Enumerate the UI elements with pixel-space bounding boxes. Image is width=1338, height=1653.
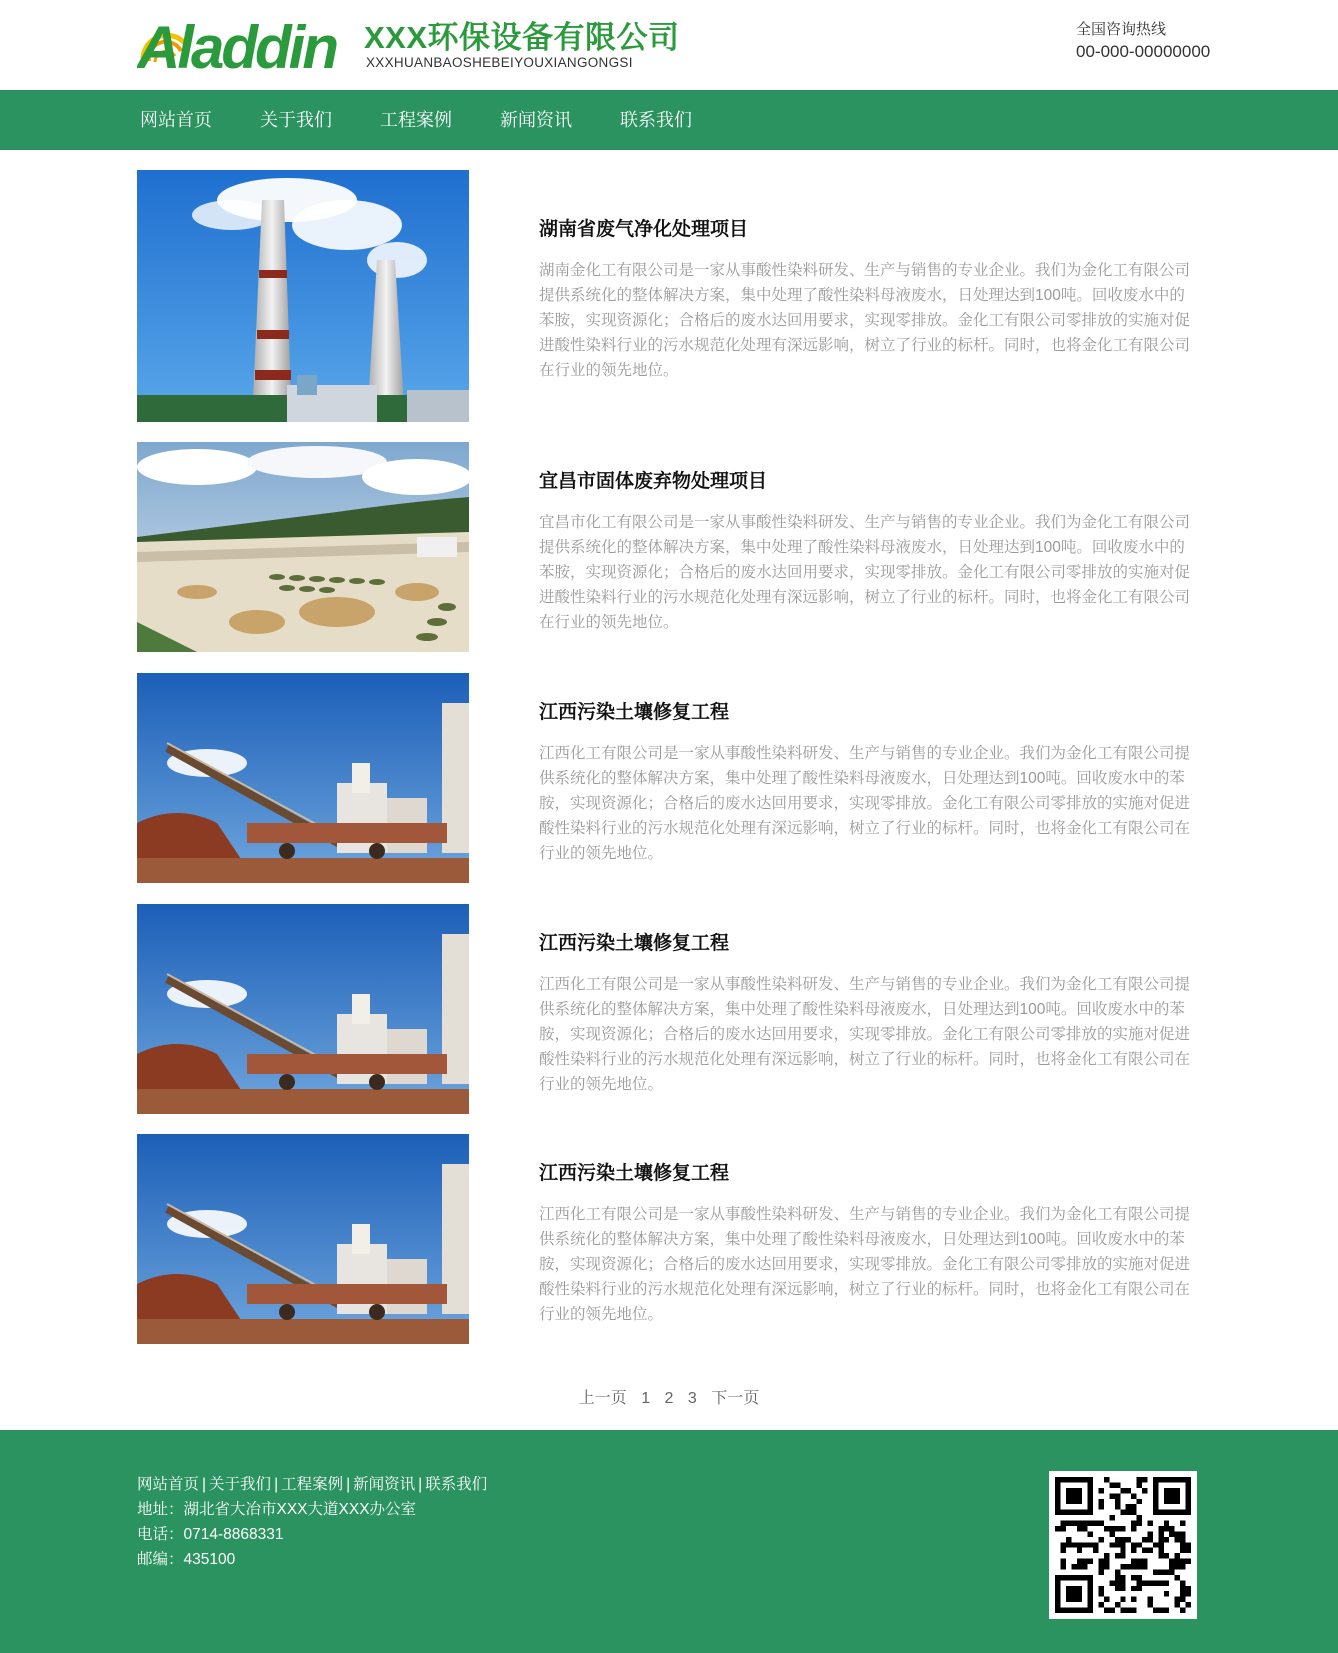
soil-remediation-machine-photo[interactable] bbox=[137, 904, 469, 1114]
page-link-1[interactable]: 1 bbox=[641, 1390, 651, 1407]
project-title[interactable]: 江西污染土壤修复工程 bbox=[539, 1163, 730, 1184]
nav-item-home[interactable]: 网站首页 bbox=[140, 110, 212, 130]
footer-link-cases[interactable]: 工程案例 bbox=[281, 1476, 344, 1493]
project-title[interactable]: 江西污染土壤修复工程 bbox=[539, 933, 730, 954]
company-pinyin: XXXHUANBAOSHEBEIYOUXIANGONGSI bbox=[366, 55, 633, 70]
company-name: XXX环保设备有限公司 bbox=[364, 20, 680, 55]
footer-nav bbox=[137, 1472, 487, 1494]
project-item[interactable] bbox=[137, 442, 1200, 652]
footer-postcode: 邮编：435100 bbox=[137, 1551, 236, 1568]
footer-link-contact[interactable]: 联系我们 bbox=[425, 1476, 488, 1493]
svg-text:Aladdin: Aladdin bbox=[137, 14, 336, 74]
footer-link-home[interactable]: 网站首页 bbox=[137, 1476, 200, 1493]
project-description: 江西化工有限公司是一家从事酸性染料研发、生产与销售的专业企业。我们为金化工有限公司提供系统化的整体解决方案，集中处理了酸性染料母液废水，日处理达到100吨。回收废水中的苯胺，实现资源化；合格后的废水达回用要求，实现零排放。金化工有限公司零排放的实施对促进酸性染料行业的污水规范化处理有深远影响，树立了行业的标杆。同时，也将金化工有限公司在行业的领先地位。 bbox=[539, 1206, 1191, 1323]
soil-remediation-machine-photo[interactable] bbox=[137, 1134, 469, 1344]
soil-remediation-machine-photo[interactable] bbox=[137, 673, 469, 883]
footer-link-news[interactable]: 新闻资讯 bbox=[353, 1476, 416, 1493]
hotline-number: 00-000-00000000 bbox=[1076, 42, 1211, 61]
project-item[interactable] bbox=[137, 1134, 1200, 1344]
footer-separator: | bbox=[202, 1476, 207, 1493]
project-title[interactable]: 宜昌市固体废弃物处理项目 bbox=[539, 471, 768, 492]
qr-code-icon bbox=[1049, 1471, 1197, 1619]
page-link-3[interactable]: 3 bbox=[687, 1390, 697, 1407]
project-title[interactable]: 江西污染土壤修复工程 bbox=[539, 702, 730, 723]
smokestacks-photo[interactable] bbox=[137, 170, 469, 422]
footer-address: 地址：湖北省大冶市XXX大道XXX办公室 bbox=[137, 1501, 417, 1518]
nav-item-cases[interactable]: 工程案例 bbox=[380, 110, 452, 130]
project-item[interactable] bbox=[137, 170, 1200, 422]
pagination bbox=[0, 1385, 1338, 1408]
project-description: 江西化工有限公司是一家从事酸性染料研发、生产与销售的专业企业。我们为金化工有限公司提供系统化的整体解决方案，集中处理了酸性染料母液废水，日处理达到100吨。回收废水中的苯胺，实现资源化；合格后的废水达回用要求，实现零排放。金化工有限公司零排放的实施对促进酸性染料行业的污水规范化处理有深远影响，树立了行业的标杆。同时，也将金化工有限公司在行业的领先地位。 bbox=[539, 976, 1191, 1093]
site-header bbox=[0, 0, 1338, 90]
nav-item-news[interactable]: 新闻资讯 bbox=[500, 110, 572, 130]
project-item[interactable] bbox=[137, 904, 1200, 1114]
project-title[interactable]: 湖南省废气净化处理项目 bbox=[539, 219, 749, 240]
site-footer bbox=[0, 1430, 1338, 1653]
project-description: 宜昌市化工有限公司是一家从事酸性染料研发、生产与销售的专业企业。我们为金化工有限公司提供系统化的整体解决方案，集中处理了酸性染料母液废水，日处理达到100吨。回收废水中的苯胺，实现资源化；合格后的废水达回用要求，实现零排放。金化工有限公司零排放的实施对促进酸性染料行业的污水规范化处理有深远影响，树立了行业的标杆。同时，也将金化工有限公司在行业的领先地位。 bbox=[539, 514, 1191, 631]
aladdin-logo[interactable] bbox=[137, 8, 352, 74]
project-item[interactable] bbox=[137, 673, 1200, 883]
footer-separator: | bbox=[418, 1476, 423, 1493]
footer-separator: | bbox=[346, 1476, 351, 1493]
footer-link-about[interactable]: 关于我们 bbox=[209, 1476, 272, 1493]
project-description: 湖南金化工有限公司是一家从事酸性染料研发、生产与销售的专业企业。我们为金化工有限公司提供系统化的整体解决方案，集中处理了酸性染料母液废水，日处理达到100吨。回收废水中的苯胺，实现资源化；合格后的废水达回用要求，实现零排放。金化工有限公司零排放的实施对促进酸性染料行业的污水规范化处理有深远影响，树立了行业的标杆。同时，也将金化工有限公司在行业的领先地位。 bbox=[539, 262, 1191, 379]
footer-phone: 电话：0714-8868331 bbox=[137, 1526, 284, 1543]
nav-item-contact[interactable]: 联系我们 bbox=[620, 110, 692, 130]
project-description: 江西化工有限公司是一家从事酸性染料研发、生产与销售的专业企业。我们为金化工有限公司提供系统化的整体解决方案，集中处理了酸性染料母液废水，日处理达到100吨。回收废水中的苯胺，实现资源化；合格后的废水达回用要求，实现零排放。金化工有限公司零排放的实施对促进酸性染料行业的污水规范化处理有深远影响，树立了行业的标杆。同时，也将金化工有限公司在行业的领先地位。 bbox=[539, 745, 1191, 862]
page-link-2[interactable]: 2 bbox=[664, 1390, 674, 1407]
next-page-link[interactable]: 下一页 bbox=[711, 1390, 760, 1407]
waste-treatment-plant-photo[interactable] bbox=[137, 442, 469, 652]
prev-page-link[interactable]: 上一页 bbox=[578, 1390, 627, 1407]
hotline-label: 全国咨询热线 bbox=[1076, 21, 1167, 38]
main-nav bbox=[0, 90, 1338, 150]
footer-separator: | bbox=[274, 1476, 279, 1493]
nav-item-about[interactable]: 关于我们 bbox=[260, 110, 332, 130]
